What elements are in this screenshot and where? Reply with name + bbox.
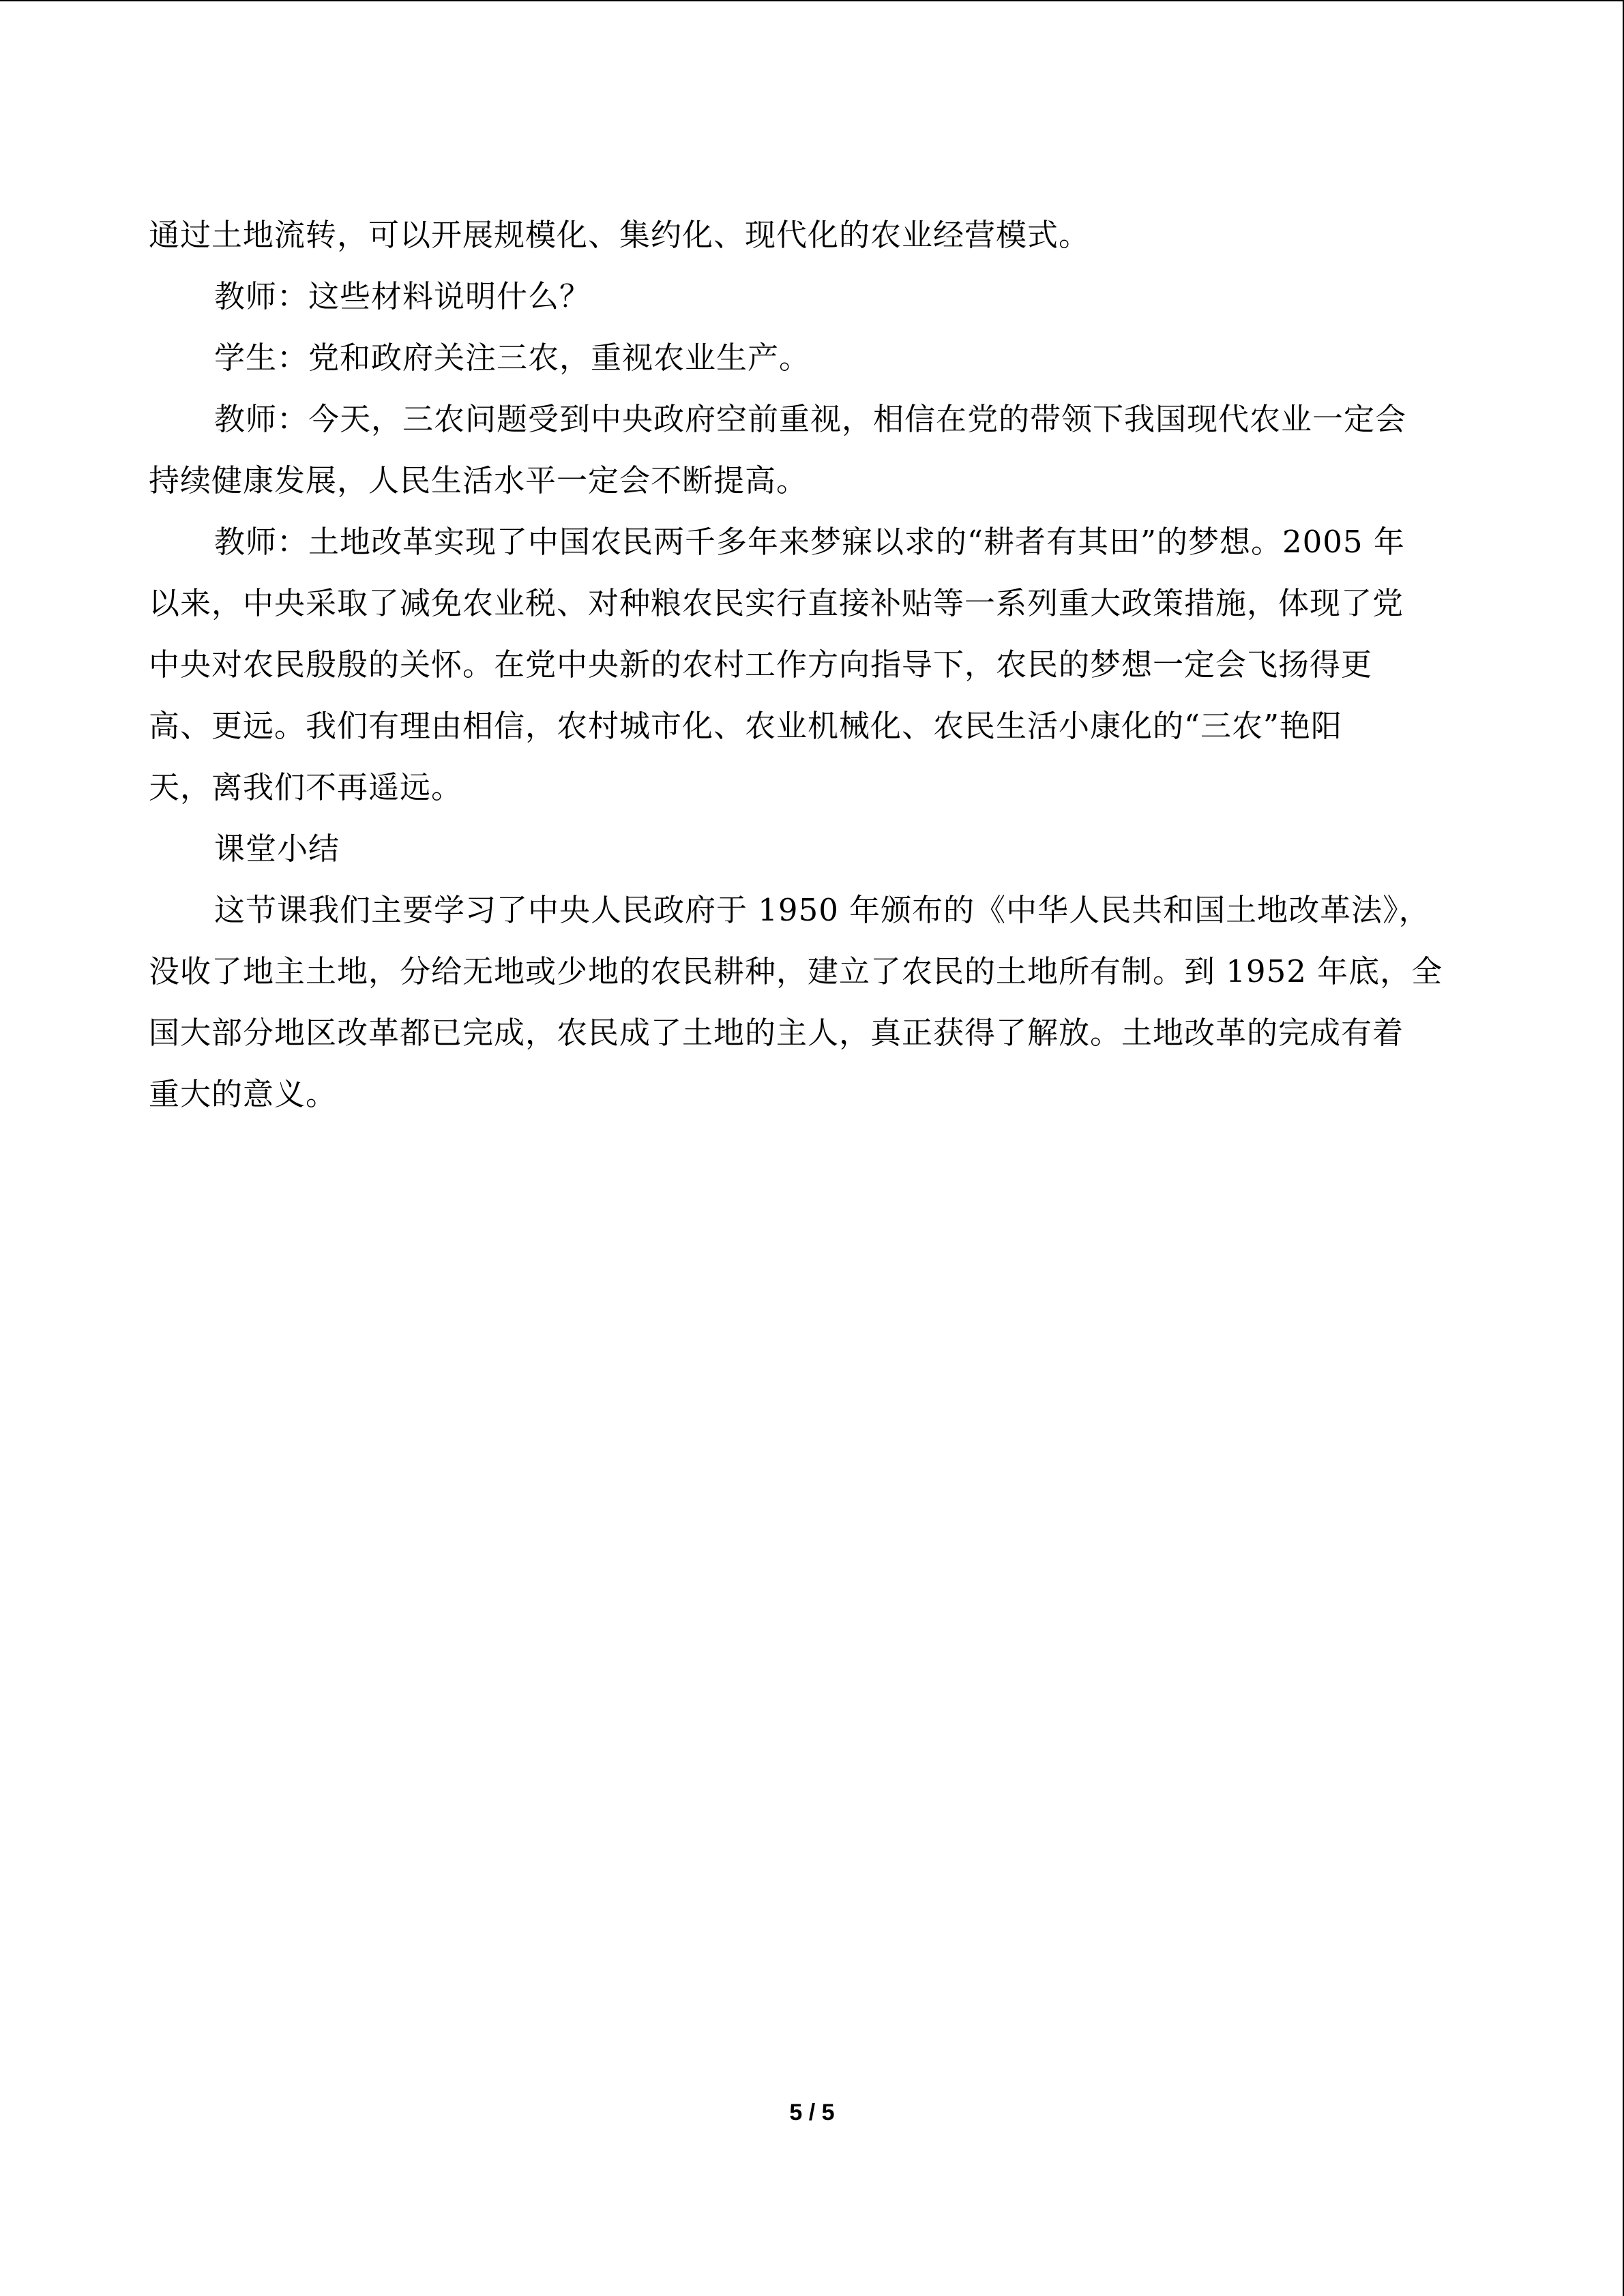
text-line: 这节课我们主要学习了中央人民政府于 1950 年颁布的《中华人民共和国土地改革法》， <box>214 892 1430 928</box>
text-line: 教师：今天，三农问题受到中央政府空前重视，相信在党的带领下我国现代农业一定会 <box>214 401 1407 437</box>
text-line: 中央对农民殷殷的关怀。在党中央新的农村工作方向指导下，农民的梦想一定会飞扬得更 <box>149 646 1373 683</box>
text-line: 国大部分地区改革都已完成，农民成了土地的主人，真正获得了解放。土地改革的完成有着 <box>149 1015 1404 1051</box>
text-line: 天，离我们不再遥远。 <box>149 769 463 805</box>
text-line: 没收了地主土地，分给无地或少地的农民耕种，建立了农民的土地所有制。到 1952 年底，全 <box>149 953 1443 989</box>
text-line: 通过土地流转，可以开展规模化、集约化、现代化的农业经营模式。 <box>149 217 1091 253</box>
text-line: 重大的意义。 <box>149 1076 338 1112</box>
text-line: 以来，中央采取了减免农业税、对种粮农民实行直接补贴等一系列重大政策措施，体现了党 <box>149 585 1404 621</box>
document-body <box>149 205 1475 1125</box>
text-line: 学生：党和政府关注三农，重视农业生产。 <box>214 340 811 376</box>
text-line: 持续健康发展，人民生活水平一定会不断提高。 <box>149 462 808 498</box>
text-line: 高、更远。我们有理由相信，农村城市化、农业机械化、农民生活小康化的“三农”艳阳 <box>149 708 1343 744</box>
text-line: 教师：土地改革实现了中国农民两千多年来梦寐以求的“耕者有其田”的梦想。2005 年 <box>214 524 1405 560</box>
page-number: 5 / 5 <box>789 2100 835 2126</box>
text-line: 教师：这些材料说明什么？ <box>214 278 591 314</box>
section-heading: 课堂小结 <box>214 831 340 867</box>
